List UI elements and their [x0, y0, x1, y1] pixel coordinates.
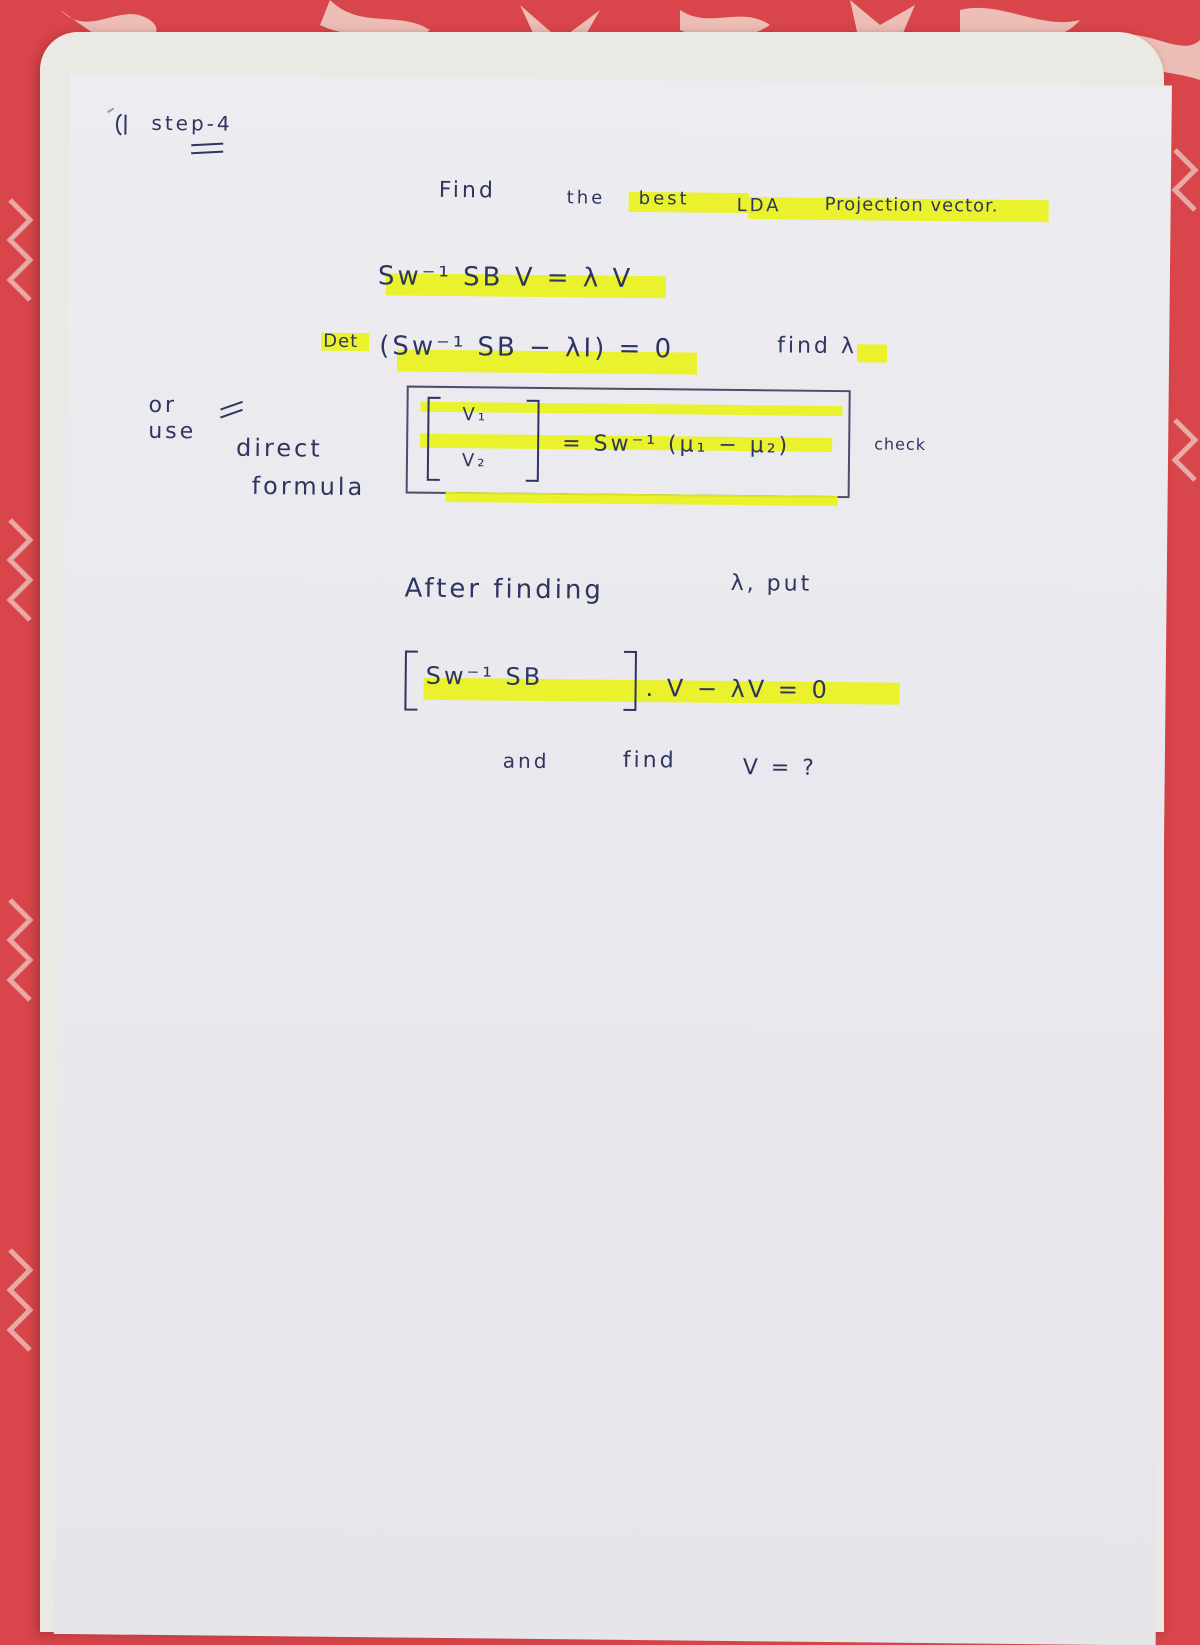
heading-the: the — [566, 187, 606, 209]
final-find: find — [622, 747, 677, 774]
check-label: check — [874, 434, 927, 454]
heading-lda: LDA — [736, 194, 782, 217]
after-finding-text: After finding — [404, 573, 605, 606]
after-lambda-put: λ, put — [730, 570, 813, 597]
direct-label: direct — [235, 433, 323, 463]
or-use-label: or use — [148, 392, 197, 445]
equation-eigen: Sw⁻¹ SB V = λ V — [377, 261, 634, 294]
formula-rhs: = Sw⁻¹ (μ₁ − μ₂) — [562, 431, 791, 459]
double-underline — [216, 396, 256, 426]
paper-sheet — [54, 74, 1172, 1645]
heading-find: Find — [438, 177, 497, 204]
heading-best: best — [638, 187, 690, 210]
eq4-rest: . V − λV = 0 — [645, 674, 831, 704]
equation-determinant: (Sw⁻¹ SB − λI) = 0 — [379, 331, 675, 365]
matrix-v1: V₁ — [462, 404, 489, 426]
det-label: Det — [323, 330, 359, 353]
heading-projection: Projection vector. — [824, 193, 999, 217]
find-lambda: find λ — [777, 333, 858, 360]
step-label: step-4 — [151, 110, 233, 136]
highlight-find-lambda — [857, 344, 887, 362]
final-and: and — [502, 748, 550, 774]
matrix-v2: V₂ — [461, 450, 488, 472]
eq4-bracket-content: Sw⁻¹ SB — [425, 661, 544, 691]
double-underline — [187, 139, 237, 164]
final-v-equals: V = ? — [742, 755, 818, 781]
formula-label: formula — [251, 471, 366, 502]
